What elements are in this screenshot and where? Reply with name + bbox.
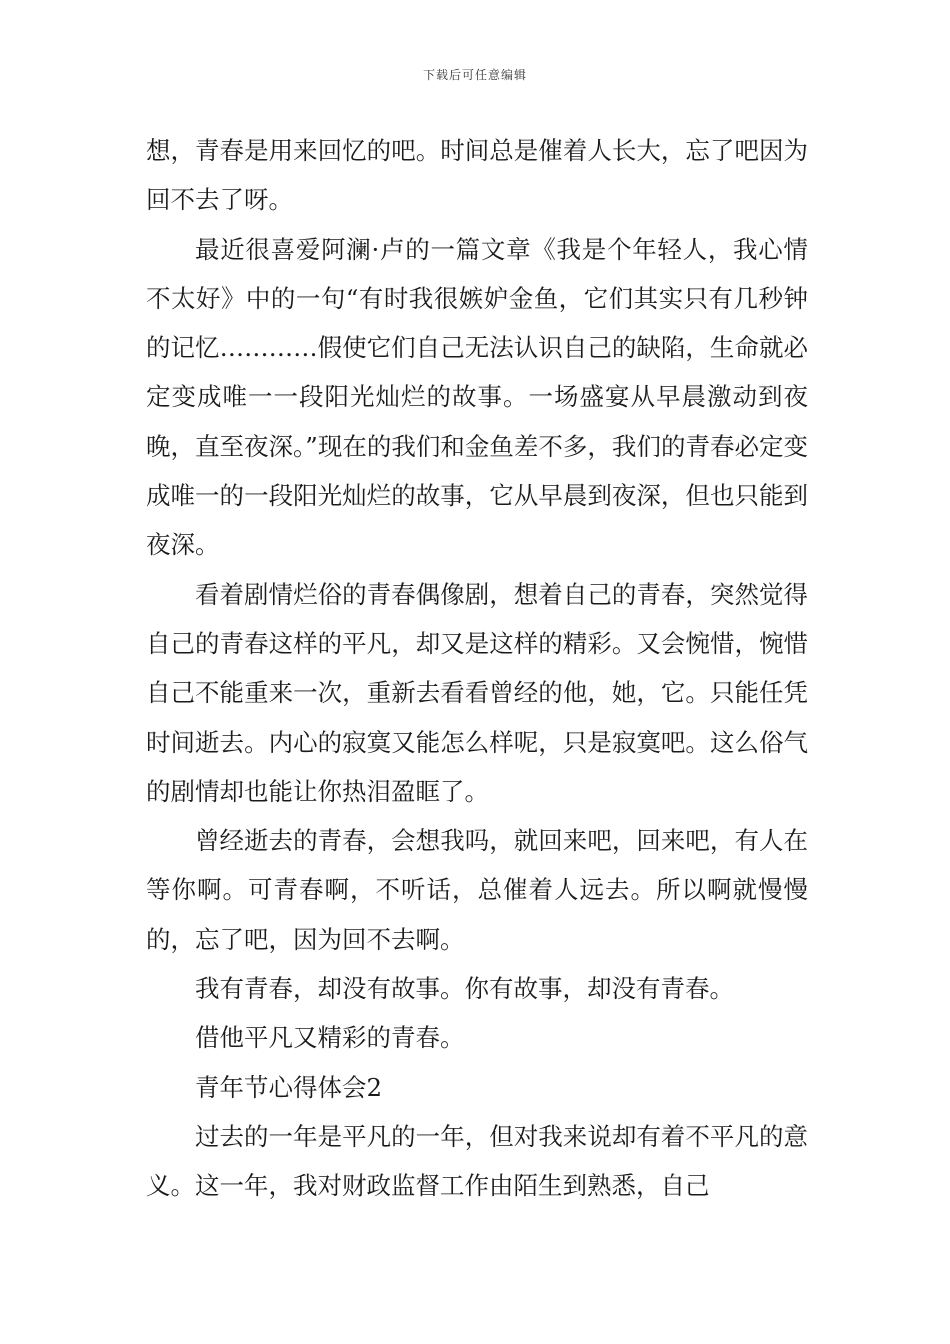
paragraph-7: 过去的一年是平凡的一年，但对我来说却有着不平凡的意义。这一年，我对财政监督工作由陌生到熟悉，自己 — [146, 1121, 808, 1201]
paragraph-5: 我有青春，却没有故事。你有故事，却没有青春。 — [195, 974, 734, 1004]
page-header: 下载后可任意编辑 — [422, 68, 527, 82]
paragraph-6: 借他平凡又精彩的青春。 — [195, 1023, 465, 1053]
section-heading: 青年节心得体会2 — [195, 1072, 383, 1102]
paragraph-4: 曾经逝去的青春，会想我吗，就回来吧，回来吧，有人在等你啊。可青春啊，不听话，总催着人远去。所以啊就慢慢的，忘了吧，因为回不去啊。 — [146, 826, 808, 954]
paragraph-1: 想，青春是用来回忆的吧。时间总是催着人长大，忘了吧因为回不去了呀。 — [146, 136, 808, 215]
paragraph-2: 最近很喜爱阿澜·卢的一篇文章《我是个年轻人，我心情不太好》中的一句“有时我很嫉妒金鱼，它们其实只有几秒钟的记忆…………假使它们自己无法认识自己的缺陷，生命就必定变成唯一一段阳光灿烂的故事。一场盛宴从早晨激动到夜晚，直至夜深。”现在的我们和金鱼差不多，我们的青春必定变成唯一的一段阳光灿烂的故事，它从早晨到夜深，但也只能到夜深。 — [146, 234, 808, 560]
paragraph-3: 看着剧情烂俗的青春偶像剧，想着自己的青春，突然觉得自己的青春这样的平凡，却又是这样的精彩。又会惋惜，惋惜自己不能重来一次，重新去看看曾经的他，她，它。只能任凭时间逝去。内心的寂寞又能怎么样呢，只是寂寞吧。这么俗气的剧情却也能让你热泪盈眶了。 — [146, 579, 808, 806]
document-body — [146, 126, 808, 1211]
